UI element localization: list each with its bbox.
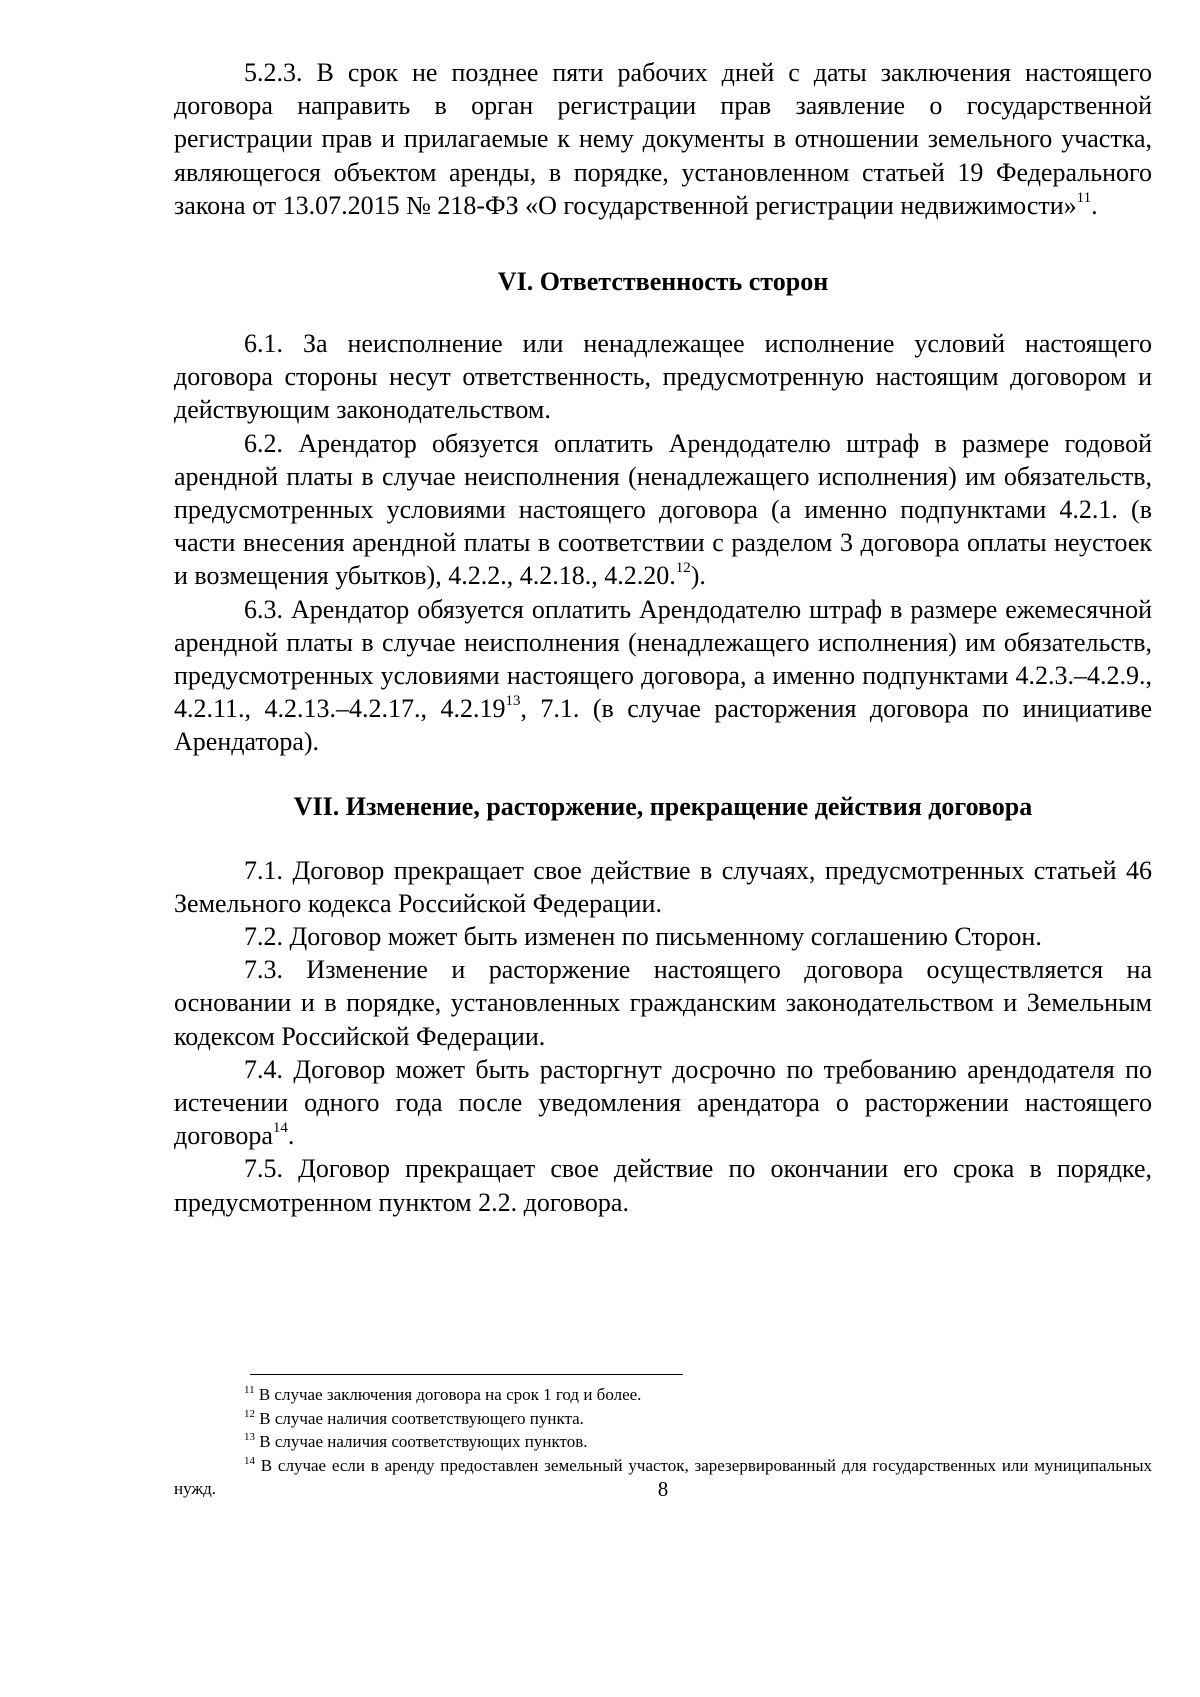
section-heading-6: VI. Ответственность сторон [497, 267, 829, 297]
footnote-11 [174, 1383, 1152, 1407]
paragraph-7-3: 7.3. Изменение и расторжение настоящего договора осуществляется на основании и в порядке, установленных гражданским законодательством и Земельным кодексом Российской Федерации. [174, 955, 1152, 1051]
paragraph-7-5: 7.5. Договор прекращает свое действие по окончании его срока в порядке, предусмотренном пунктом 2.2. договора. [174, 1154, 1152, 1217]
paragraph-text: 6.2. Арендатор обязуется оплатить Арендодателю штраф в размере годовой арендной платы в случае неисполнения (ненадлежащего исполнения) им обязательств, предусмотренных условиями настоящего договора (а именно подпунктами 4.2.1. (в части внесения арендной платы в соответствии с разделом 3 договора оплаты неустоек и возмещения убытков), 4.2.2., 4.2.18., 4.2.20. [174, 428, 1152, 591]
paragraph-tail: . [287, 1121, 295, 1151]
footnote-separator [250, 1374, 683, 1375]
paragraph-7-1: 7.1. Договор прекращает свое действие в случаях, предусмотренных статьей 46 Земельного кодекса Российской Федерации. [174, 855, 1152, 918]
footnote-ref[interactable]: 11 [1076, 189, 1092, 206]
footnote-number: 14 [244, 1454, 255, 1467]
paragraph-7-4 [174, 1053, 1152, 1153]
paragraph-tail: ). [690, 561, 706, 591]
section-heading-7: VII. Изменение, расторжение, прекращение действия договора [293, 791, 1033, 821]
footnote-text: В случае наличия соответствующего пункта. [255, 1408, 584, 1428]
footnote-text: В случае наличия соответствующих пунктов. [255, 1432, 588, 1451]
footnote-ref[interactable]: 12 [675, 560, 691, 577]
footnote-text: В случае если в аренду предоставлен земельный участок, зарезервированный для государственных или муниципальных нужд. [174, 1455, 1152, 1498]
footnote-ref[interactable]: 14 [272, 1120, 288, 1137]
footnote-number: 12 [244, 1407, 255, 1420]
paragraph-6-2 [174, 427, 1152, 593]
paragraph-text: 5.2.3. В срок не позднее пяти рабочих дней с даты заключения настоящего договора направить в орган регистрации прав заявление о государственной регистрации прав и прилагаемые к нему документы в отношении земельного участка, являющегося объектом аренды, в порядке, установленном статьей 19 Федерального закона от 13.07.2015 № 218-ФЗ «О государственной регистрации недвижимости» [174, 58, 1152, 220]
footnote-text: В случае заключения договора на срок 1 год и более. [254, 1385, 642, 1404]
paragraph-5-2-3 [174, 56, 1152, 222]
paragraph-tail: , 7.1. (в случае расторжения договора по инициативе Арендатора). [174, 694, 1152, 757]
footnote-12 [174, 1407, 1152, 1431]
footnote-number: 11 [244, 1384, 255, 1396]
footnote-number: 13 [244, 1431, 255, 1443]
page-number: 8 [657, 1477, 669, 1501]
paragraph-tail: . [1091, 190, 1098, 220]
paragraph-text: 7.4. Договор может быть расторгнут досрочно по требованию арендодателя по истечении одного года после уведомления арендатора о расторжении настоящего договора [174, 1054, 1152, 1151]
paragraph-6-3 [174, 593, 1152, 759]
paragraph-6-1: 6.1. За неисполнение или ненадлежащее исполнение условий настоящего договора стороны несут ответственность, предусмотренную настоящим договором и действующим законодательством. [174, 329, 1152, 425]
paragraph-text: 6.3. Арендатор обязуется оплатить Арендодателю штраф в размере ежемесячной арендной платы в случае неисполнения (ненадлежащего исполнения) им обязательств, предусмотренных условиями настоящего договора, а именно подпунктами 4.2.3.–4.2.9., 4.2.11., 4.2.13.–4.2.17., 4.2.19 [174, 594, 1152, 724]
footnote-ref[interactable]: 13 [505, 693, 521, 710]
paragraph-7-2: 7.2. Договор может быть изменен по письменному соглашению Сторон. [244, 922, 1042, 952]
footnote-13 [174, 1430, 1152, 1454]
document-body [174, 56, 1152, 1219]
